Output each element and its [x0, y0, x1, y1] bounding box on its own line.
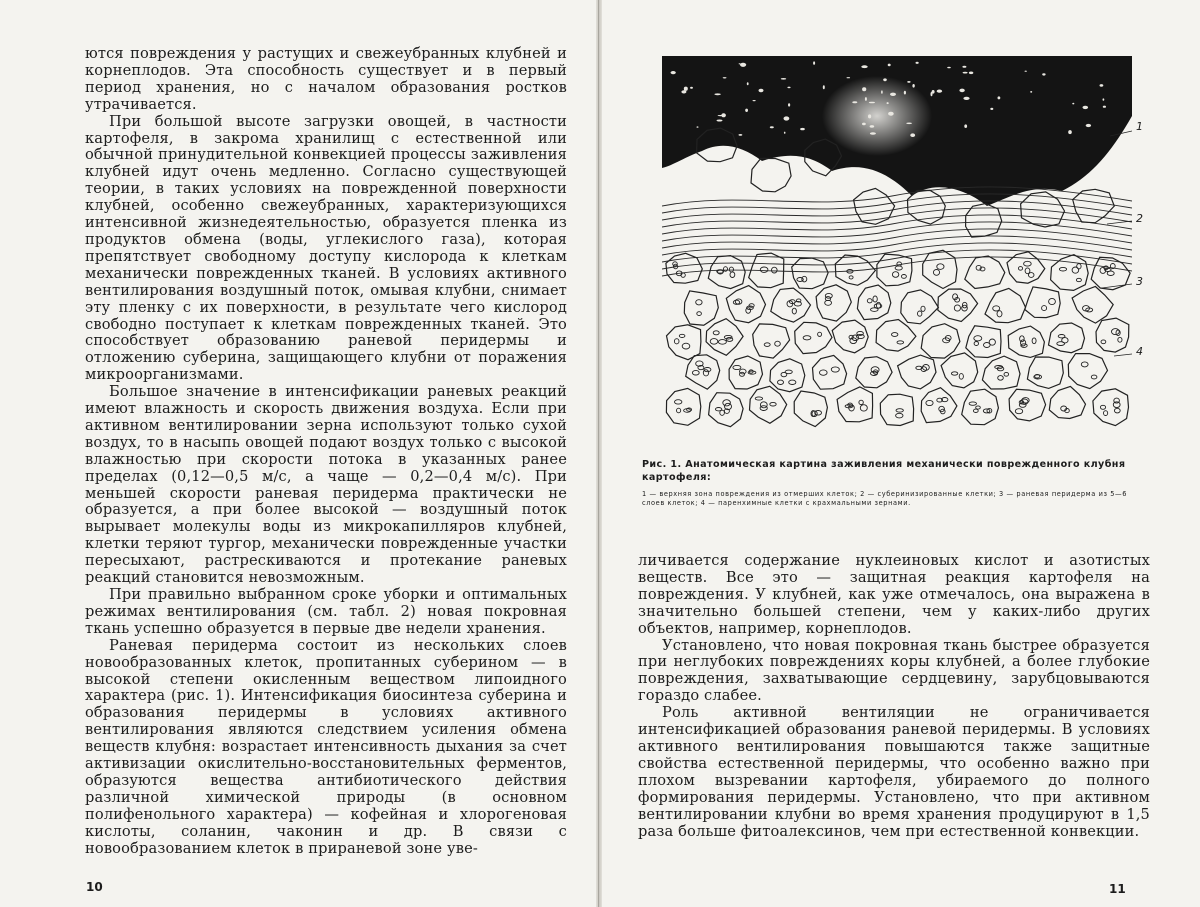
parenchyma-cell — [753, 324, 790, 358]
paragraph: При правильно выбранном сроке уборки и оптимальных режимах вентилирования (см. табл. 2) новая покровная ткань успешно образуется в первые две недели хранения. — [85, 586, 567, 637]
debris-speck — [784, 116, 790, 120]
label-leader-3 — [1102, 284, 1132, 288]
suberized-cell — [1073, 189, 1115, 222]
debris-speck — [788, 103, 790, 106]
debris-speck — [723, 77, 727, 78]
parenchyma-cell — [813, 355, 847, 389]
debris-speck — [1086, 124, 1091, 127]
suberized-cell — [966, 204, 1002, 238]
starch-grain — [730, 272, 735, 278]
right-page — [602, 0, 1200, 907]
starch-grain — [703, 370, 708, 376]
starch-grain — [933, 270, 939, 276]
parenchyma-cell — [1051, 255, 1089, 291]
parenchyma-cell — [666, 253, 702, 283]
debris-speck — [869, 102, 875, 104]
starch-grain — [976, 406, 981, 409]
parenchyma-cell — [941, 353, 978, 388]
starch-grain — [1077, 264, 1081, 269]
parenchyma-cell — [708, 256, 745, 289]
figure-label-1: 1 — [1136, 120, 1143, 133]
starch-grain — [682, 343, 690, 349]
debris-speck — [883, 78, 887, 81]
starch-grain — [1112, 329, 1120, 335]
starch-grain — [1091, 375, 1097, 379]
debris-speck — [963, 72, 968, 74]
spine-fold-line — [598, 0, 599, 907]
debris-speck — [721, 113, 726, 117]
starch-grain — [713, 331, 719, 335]
parenchyma-cell — [1093, 389, 1129, 426]
label-leader-2 — [1107, 221, 1132, 224]
debris-speck — [740, 63, 746, 67]
starch-grain — [1076, 278, 1081, 281]
starch-grain — [760, 402, 767, 408]
starch-grain — [1104, 411, 1108, 416]
suberized-cell — [854, 188, 895, 224]
parenchyma-cell — [985, 288, 1026, 322]
starch-grain — [873, 296, 877, 302]
debris-speck — [870, 132, 876, 134]
starch-grain — [715, 408, 721, 411]
starch-grain — [1058, 335, 1065, 338]
suberized-layer-line — [662, 229, 1132, 248]
starch-grain — [998, 376, 1004, 381]
starch-grain — [937, 264, 944, 270]
debris-speck — [888, 64, 891, 67]
debris-speck — [888, 112, 894, 116]
debris-speck — [847, 77, 851, 78]
starch-grain — [733, 365, 741, 369]
debris-speck — [990, 108, 993, 110]
starch-grain — [692, 370, 699, 375]
parenchyma-cell — [1027, 357, 1063, 388]
starch-grain — [1100, 405, 1105, 409]
page-number: 11 — [1109, 882, 1126, 896]
starch-grain — [729, 267, 733, 272]
parenchyma-cell — [1096, 318, 1129, 352]
right-page-text — [638, 553, 1150, 840]
starch-grain — [696, 300, 702, 305]
debris-speck — [800, 128, 805, 130]
starch-grain — [1114, 408, 1120, 413]
debris-speck — [1103, 98, 1105, 100]
debris-speck — [787, 87, 790, 89]
parenchyma-cell — [1008, 326, 1044, 357]
parenchyma-cell — [771, 288, 811, 322]
starch-grain — [1072, 267, 1079, 273]
starch-grain — [1081, 362, 1088, 367]
paragraph: Раневая перидерма состоит из нескольких слоев новообразованных клеток, пропитанных суберином — в высокой степени окисленным веществом липоидного характера (рис. 1). Интенсификация биосинтеза суберина и образования перидермы в условиях активного вентилирования являются следствием усиления обмена веществ клубня: возрастает интенсивность дыхания за счет активизации окислительно-восстановительных ферментов, образуются вещества антибиотического действия различной химической природы (в основном полифенольного характера) — кофейная и хлорогеновая кислоты, соланин, чаконин и др. В связи с новообразованием клеток в приpаневой зоне уве- — [85, 636, 567, 857]
starch-grain — [892, 272, 898, 278]
parenchyma-cell — [856, 357, 892, 388]
debris-speck — [962, 66, 966, 68]
figure-caption — [642, 458, 1138, 507]
starch-grain — [724, 267, 728, 272]
debris-speck — [1100, 84, 1104, 87]
debris-speck — [1068, 130, 1072, 134]
starch-grain — [895, 266, 902, 270]
starch-grain — [775, 341, 781, 346]
debris-speck — [745, 109, 748, 112]
suberized-cell — [751, 158, 791, 191]
starch-grain — [1018, 267, 1022, 271]
page-number: 10 — [86, 880, 103, 894]
paragraph: Установлено, что новая покровная ткань быстрее образуется при неглубоких повреждениях коры клубней, а более глубокие повреждения, захватывающие сердцевину, зарубцовываются гораздо слабее. — [638, 636, 1150, 705]
starch-grain — [803, 336, 811, 340]
starch-grain — [802, 276, 807, 282]
debris-speck — [916, 62, 919, 64]
figure-label-3: 3 — [1136, 275, 1143, 288]
parenchyma-cell — [1007, 252, 1045, 283]
starch-grain — [1021, 340, 1026, 346]
debris-speck — [739, 134, 743, 136]
debris-speck — [870, 125, 875, 128]
starch-grain — [1024, 261, 1032, 266]
starch-grain — [825, 293, 832, 298]
starch-grain — [1032, 338, 1036, 344]
tissue-illustration — [662, 56, 1132, 448]
debris-speck — [964, 124, 967, 128]
parenchyma-cell — [726, 286, 765, 323]
parenchyma-cell — [1049, 386, 1085, 418]
starch-grain — [735, 299, 742, 304]
parenchyma-cell — [876, 320, 916, 352]
starch-grain — [1114, 398, 1120, 403]
starch-grain — [781, 372, 787, 376]
paragraph: Роль активной вентиляции не ограничивается интенсификацией образования раневой перидермы. В условиях активного вентилирования повышаются также защитные свойства естественной перидермы, что особенно важно при плохом вызревании картофеля, убираемого до полного формирования перидермы. Установлено, что при активном вентилировании клубни во время хранения продуцируют в 1,5 раза больше фитоалексинов, чем при естественной конвекции. — [638, 704, 1150, 840]
debris-speck — [861, 65, 867, 68]
parenchyma-cell — [794, 391, 827, 427]
starch-grain — [1015, 409, 1022, 414]
parenchyma-cell — [901, 290, 939, 324]
debris-speck — [852, 101, 857, 103]
left-page-text — [85, 46, 567, 858]
suberized-layer-line — [662, 222, 1132, 241]
debris-speck — [759, 89, 764, 92]
debris-speck — [887, 102, 889, 104]
debris-speck — [1083, 106, 1089, 109]
parenchyma-cell — [792, 258, 828, 289]
starch-grain — [897, 341, 904, 344]
starch-grain — [818, 332, 822, 336]
label-leader-4 — [1114, 354, 1132, 356]
parenchyma-cell — [770, 359, 805, 392]
starch-grain — [677, 408, 681, 413]
starch-grain — [825, 300, 832, 305]
starch-grain — [926, 400, 933, 405]
starch-grain — [820, 370, 828, 375]
debris-speck — [717, 120, 723, 122]
starch-grain — [969, 402, 976, 405]
debris-speck — [969, 72, 973, 75]
starch-grain — [1042, 306, 1047, 311]
starch-grain — [892, 333, 898, 337]
parenchyma-cell — [1068, 354, 1107, 389]
figure-label-4: 4 — [1136, 345, 1143, 358]
starch-grain — [997, 311, 1002, 317]
debris-speck — [862, 87, 866, 91]
debris-speck — [931, 92, 933, 96]
parenchyma-cell — [982, 356, 1020, 389]
debris-speck — [813, 61, 815, 64]
starch-grain — [778, 380, 784, 384]
debris-speck — [862, 123, 866, 126]
debris-speck — [747, 82, 749, 85]
paragraph: Большое значение в интенсификации раневых реакций имеют влажность и скорость движения воздуха. Если при активном вентилировании зерна используют только сухой воздух, то в насыпь овощей подают воздух только с высокой влажностью при скорости потока в указанных ранее пределах (0,12—0,5 м/с, а чаще — 0,2—0,4 м/с). При меньшей скорости раневая перидерма практически не образуется, а при более высокой — воздушный поток вырывает молекулы воды из микрокапилляров клубней, клетки теряют тургор, механически поврежденные участки пересыхают, растрескиваются и протекание раневых реакций становится невозможным. — [85, 383, 567, 587]
parenchyma-cell — [1009, 389, 1046, 421]
starch-grain — [679, 334, 685, 337]
starch-grain — [849, 276, 853, 279]
starch-grain — [755, 397, 762, 400]
starch-grain — [896, 409, 903, 412]
starch-grain — [697, 312, 702, 316]
debris-speck — [1025, 71, 1027, 72]
debris-speck — [881, 90, 883, 93]
starch-grain — [764, 343, 770, 347]
starch-grain — [675, 400, 682, 404]
parenchyma-cell — [667, 325, 701, 360]
starch-grain — [1025, 268, 1030, 274]
starch-grain — [1118, 337, 1122, 342]
left-page — [0, 0, 596, 907]
parenchyma-cell — [750, 386, 787, 423]
starch-grain — [1004, 372, 1009, 376]
starch-grain — [921, 306, 925, 311]
caption-legend: 1 — верхняя зона повреждения из отмерших клеток; 2 — суберинизированные клетки; 3 — раневая перидерма из 5—6 слоев клеток; 4 — паренхимные клетки с крахмальными зернами. — [642, 490, 1128, 507]
debris-speck — [998, 96, 1001, 99]
paragraph: При большой высоте загрузки овощей, в частности картофеля, в закрома хранилищ с естественной или обычной принудительной конвекцией процессы заживления клубней идут очень медленно. Согласно существующей теории, в таких условиях на поврежденной поверхности клубней, особенно свежеубранных, характеризующихся интенсивной жизнедеятельностью, образуется пленка из продуктов обмена (воды, углекислого газа), которая препятствует свободному доступу кислорода к клеткам механически поврежденных тканей. В условиях активного вентилирования воздушный поток, омывая клубни, снимает эту пленку с их поверхности, в результате чего кислород свободно поступает к клеткам поврежденных тканей. Это способствует образованию раневой перидермы и отложению суберина, защищающего клубни от поражения микроорганизмами. — [85, 112, 567, 384]
starch-grain — [1049, 298, 1056, 304]
debris-speck — [912, 84, 914, 88]
starch-grain — [674, 339, 679, 344]
debris-speck — [868, 114, 871, 118]
caption-title: Рис. 1. Анатомическая картина заживления механически поврежденного клубня картофеля: — [642, 459, 1126, 483]
starch-grain — [974, 342, 978, 346]
debris-speck — [865, 97, 867, 101]
debris-speck — [684, 87, 688, 91]
starch-grain — [760, 267, 768, 272]
starch-grain — [723, 400, 731, 406]
debris-speck — [823, 85, 825, 89]
starch-grain — [770, 402, 776, 406]
debris-speck — [781, 78, 786, 80]
starch-grain — [789, 380, 796, 384]
parenchyma-cell — [684, 291, 718, 325]
tuber-tissue-figure — [662, 56, 1143, 448]
starch-grain — [989, 339, 995, 345]
starch-grain — [973, 409, 978, 412]
starch-grain — [1020, 336, 1025, 342]
parenchyma-cell — [898, 355, 936, 389]
starch-grain — [954, 305, 960, 311]
parenchyma-cell — [816, 285, 851, 321]
debris-speck — [959, 89, 964, 93]
starch-grain — [859, 400, 863, 404]
starch-grain — [1059, 267, 1066, 271]
debris-speck — [910, 133, 915, 137]
starch-grain — [860, 405, 867, 411]
debris-speck — [770, 126, 774, 128]
debris-speck — [1072, 103, 1074, 105]
debris-speck — [784, 132, 786, 134]
parenchyma-cell — [1072, 287, 1113, 324]
debris-speck — [753, 100, 756, 101]
starch-grain — [1057, 342, 1065, 346]
debris-speck — [937, 90, 942, 93]
starch-grain — [718, 340, 726, 345]
debris-speck — [907, 81, 910, 83]
parenchyma-cell — [666, 388, 700, 425]
debris-speck — [963, 97, 969, 100]
starch-grain — [974, 336, 982, 341]
starch-grain — [993, 306, 1000, 311]
starch-grain — [792, 308, 796, 314]
debris-speck — [1030, 91, 1032, 93]
parenchyma-cell — [837, 387, 873, 422]
debris-speck — [1042, 73, 1045, 75]
debris-speck — [690, 87, 693, 89]
parenchyma-cell — [921, 324, 960, 358]
debris-speck — [714, 93, 720, 95]
starch-grain — [772, 267, 778, 273]
parenchyma-cell — [686, 355, 720, 389]
parenchyma-cell — [832, 320, 868, 353]
debris-speck — [947, 67, 951, 69]
starch-grain — [831, 367, 839, 372]
starch-grain — [918, 311, 922, 316]
starch-grain — [740, 369, 747, 374]
debris-speck — [1103, 106, 1106, 108]
paragraph: ются повреждения у растущих и свежеубранных клубней и корнеплодов. Эта способность существует и в первый период хранения, но с началом образования ростков утрачивается. — [85, 45, 567, 113]
starch-grain — [951, 372, 957, 375]
parenchyma-cell — [857, 285, 890, 320]
suberized-layer-line — [662, 236, 1132, 255]
debris-speck — [697, 126, 699, 127]
debris-speck — [739, 63, 741, 64]
paragraph: личивается содержание нуклеиновых кислот и азотистых веществ. Все это — защитная реакция картофеля на повреждения. У клубней, как уже отмечалось, она выражена в значительно большей степени, чем у каких-либо других объектов, например, корнеплодов. — [638, 552, 1150, 637]
starch-grain — [901, 275, 906, 279]
debris-speck — [890, 93, 896, 96]
parenchyma-cell — [795, 322, 832, 353]
parenchyma-cell — [835, 255, 875, 285]
starch-grain — [876, 302, 880, 308]
parenchyma-cell — [965, 256, 1005, 289]
starch-grain — [959, 374, 963, 380]
starch-grain — [1101, 340, 1106, 344]
starch-grain — [867, 299, 872, 303]
parenchyma-cell — [880, 394, 913, 425]
debris-speck — [906, 123, 912, 125]
suberized-layer-line — [662, 194, 1132, 213]
starch-grain — [896, 413, 903, 418]
debris-speck — [904, 91, 906, 95]
debris-speck — [671, 71, 676, 74]
figure-label-2: 2 — [1136, 212, 1143, 225]
starch-grain — [710, 339, 718, 345]
